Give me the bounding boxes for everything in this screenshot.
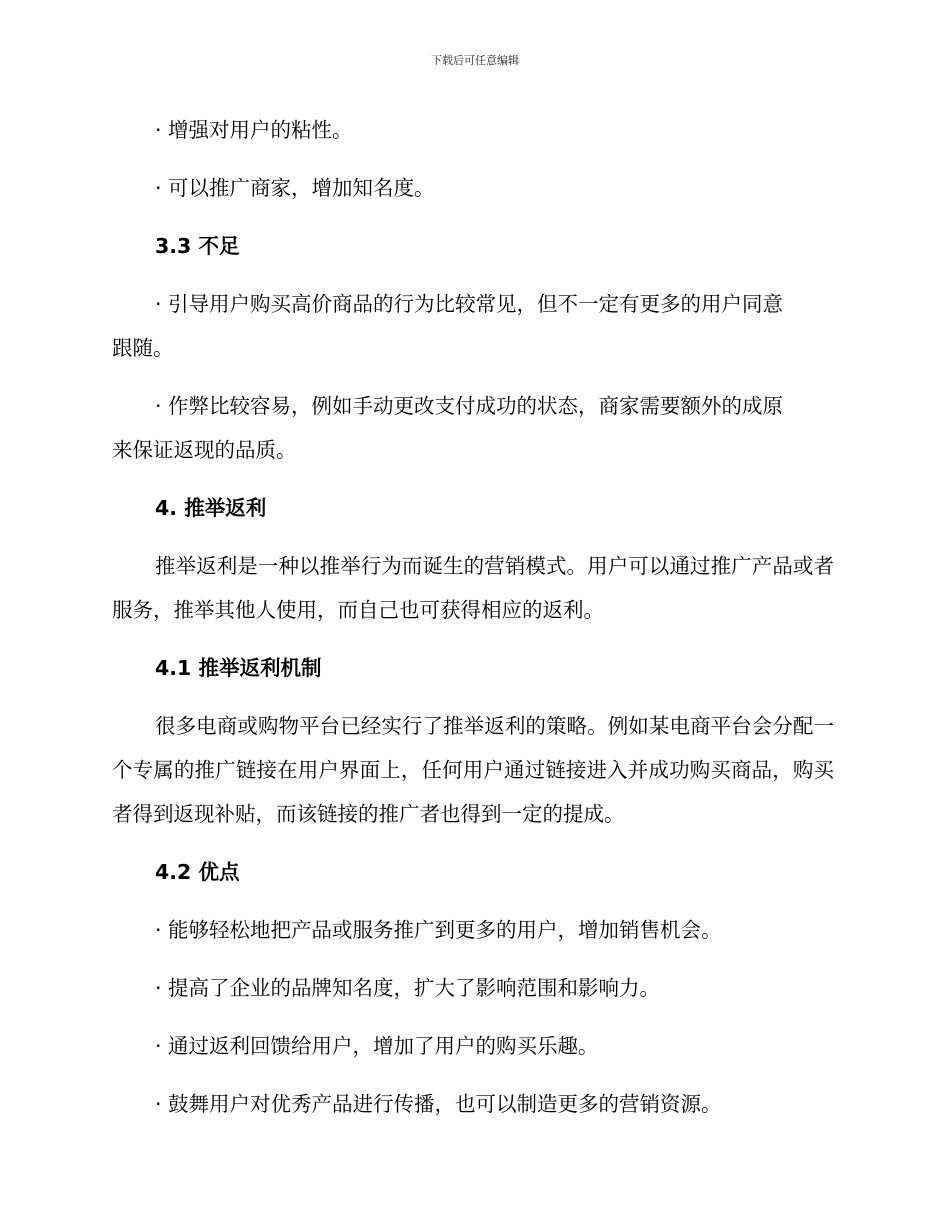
bullet-item: · 可以推广商家，增加知名度。: [155, 176, 435, 200]
bullet-line: · 作弊比较容易，例如手动更改支付成功的状态，商家需要额外的成原: [155, 394, 784, 418]
bullet-item: · 鼓舞用户对优秀产品进行传播，也可以制造更多的营销资源。: [155, 1092, 722, 1116]
paragraph: 很多电商或购物平台已经实行了推举返利的策略。例如某电商平台会分配一个专属的推广链接在用户界面上，任何用户通过链接进入并成功购买商品，购买者得到返现补贴，而该链接的推广者也得到一定的提成。: [112, 714, 834, 826]
paragraph: 推举返利是一种以推举行为而诞生的营销模式。用户可以通过推广产品或者服务，推举其他人使用，而自己也可获得相应的返利。: [112, 554, 834, 622]
page-header: 下载后可任意编辑: [431, 54, 519, 67]
section-heading-3-3: 3.3 不足: [155, 234, 240, 258]
bullet-item: · 提高了企业的品牌知名度，扩大了影响范围和影响力。: [155, 976, 661, 1000]
bullet-item: [112, 282, 834, 370]
section-heading-4: 4. 推举返利: [155, 496, 267, 520]
section-heading-4-2: 4.2 优点: [155, 860, 240, 884]
bullet-item: · 能够轻松地把产品或服务推广到更多的用户，增加销售机会。: [155, 918, 722, 942]
bullet-item: · 通过返利回馈给用户，增加了用户的购买乐趣。: [155, 1034, 599, 1058]
bullet-item: · 增强对用户的粘性。: [155, 118, 353, 142]
bullet-line: 跟随。: [112, 336, 174, 360]
bullet-line: 来保证返现的品质。: [112, 438, 297, 462]
bullet-line: · 引导用户购买高价商品的行为比较常见，但不一定有更多的用户同意: [155, 292, 784, 316]
bullet-item: [112, 384, 834, 472]
section-heading-4-1: 4.1 推举返利机制: [155, 656, 322, 680]
document-body: [112, 108, 834, 1140]
